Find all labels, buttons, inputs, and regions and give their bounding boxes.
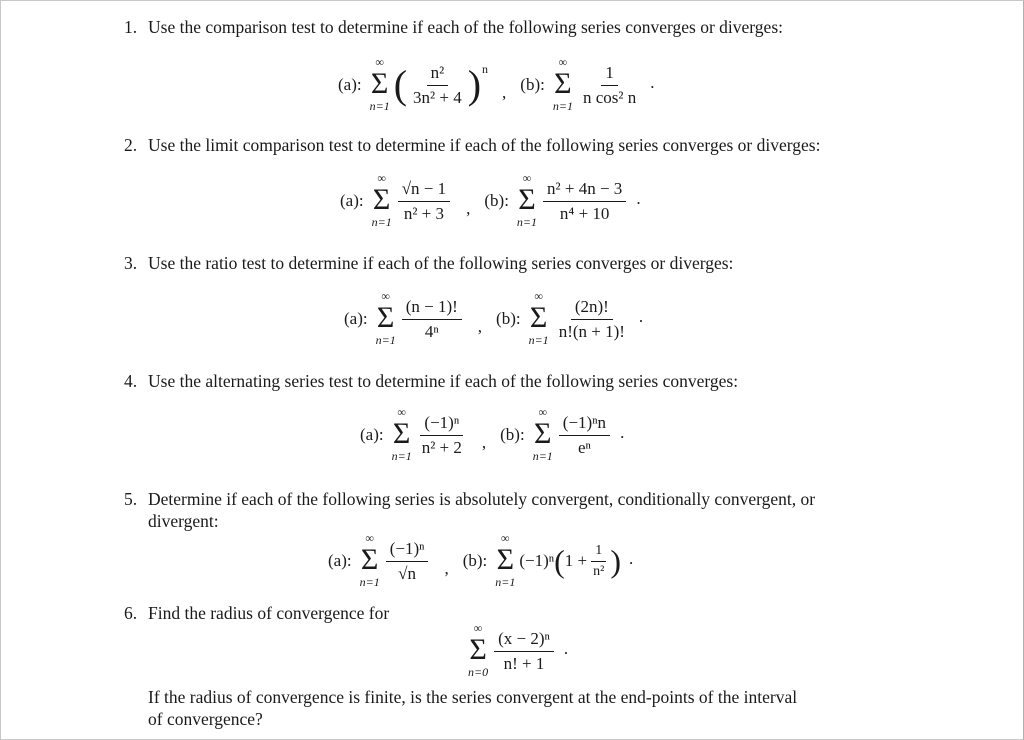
label-b: (b):: [520, 75, 545, 94]
period: .: [636, 189, 641, 208]
fraction: $\frac{\text{n²}}{\text{3n² + 4}}$: [413, 62, 462, 107]
summation: ∞ Σ n=1: [528, 289, 549, 347]
problem-number: 2.: [124, 135, 138, 155]
problem-number: 6.: [124, 603, 138, 623]
problem-5-text-continued: divergent:: [148, 511, 219, 531]
problem-2-equations: [340, 172, 641, 230]
fraction: $\frac{√n - 1}{\text{n² + 3}}$: [398, 179, 450, 224]
period: .: [638, 307, 644, 326]
problem-4-equations: [360, 406, 624, 464]
problem-3-equations: [344, 290, 643, 348]
problem-6: [124, 602, 389, 624]
fraction: $\frac{(n - 1)!}{\text{4ⁿ}}$: [402, 297, 462, 342]
label-b: (b):: [500, 425, 525, 444]
problem-text: Use the comparison test to determine if each of the following series converges or diverges:: [148, 17, 783, 37]
problem-5: [124, 488, 815, 510]
problem-6-followup-line1: If the radius of convergence is finite, is the series convergent at the end-points of the interval: [148, 687, 798, 707]
one-plus: 1 +: [564, 551, 588, 570]
fraction: $\frac{\text{(−1)ⁿ}}{√n}$: [386, 539, 429, 584]
label-b: (b):: [462, 551, 488, 570]
comma: ,: [477, 317, 483, 336]
label-a: (a):: [344, 309, 368, 328]
problem-text: Use the ratio test to determine if each of the following series converges or diverges:: [148, 253, 734, 273]
label-a: (a):: [360, 425, 384, 444]
problem-1: [124, 16, 783, 38]
label-a: (a):: [340, 191, 364, 210]
left-paren: (: [393, 62, 408, 107]
summation: ∞ Σ n=1: [369, 55, 390, 113]
problem-2: [124, 134, 820, 156]
problem-text: Use the limit comparison test to determine if each of the following series converges or diverges:: [148, 135, 821, 155]
problem-6-equation: [468, 622, 568, 680]
comma: ,: [466, 199, 471, 218]
label-b: (b):: [484, 191, 509, 210]
summation: ∞ Σ n=0: [468, 621, 489, 679]
summation: ∞ Σ n=1: [359, 531, 380, 589]
period: .: [629, 549, 634, 568]
fraction: $\frac{\text{(x − 2)ⁿ}}{n! + 1}$: [494, 629, 554, 674]
summation: ∞ Σ n=1: [391, 405, 412, 463]
period: .: [650, 73, 655, 92]
fraction: $\frac{\text{n² + 4n − 3}}{\text{n⁴ + 10}}$: [543, 179, 626, 224]
summation: ∞ Σ n=1: [516, 171, 538, 229]
fraction: $\frac{1}{\text{n cos² n}}$: [582, 62, 637, 107]
left-paren: (: [554, 543, 565, 579]
summation: ∞ Σ n=1: [495, 531, 516, 589]
problem-text: Use the alternating series test to determine if each of the following series converges:: [148, 371, 739, 391]
comma: ,: [481, 433, 487, 452]
problem-3: [124, 252, 733, 274]
comma: ,: [502, 83, 507, 102]
problem-number: 5.: [124, 489, 138, 509]
alternating-factor: (−1)ⁿ: [519, 551, 555, 570]
exponent: n: [482, 61, 489, 76]
problem-1-equations: [338, 56, 654, 114]
label-a: (a):: [338, 75, 362, 94]
right-paren: ): [467, 62, 482, 107]
fraction: $\frac{\text{(−1)ⁿn}}{\text{eⁿ}}$: [559, 413, 610, 458]
summation: ∞ Σ n=1: [552, 55, 573, 113]
label-b: (b):: [496, 309, 521, 328]
comma: ,: [444, 559, 449, 578]
problem-6-followup-line2: of convergence?: [148, 709, 263, 729]
summation: ∞ Σ n=1: [371, 171, 392, 229]
period: .: [563, 639, 569, 658]
label-a: (a):: [328, 551, 352, 570]
summation: ∞ Σ n=1: [532, 405, 553, 463]
problem-number: 4.: [124, 371, 138, 391]
fraction: $\frac{(2n)!}{n!(n + 1)!}$: [558, 296, 625, 341]
summation: ∞ Σ n=1: [375, 289, 396, 347]
problem-text: Find the radius of convergence for: [148, 603, 390, 623]
problem-4: [124, 370, 738, 392]
problem-5-equations: [328, 532, 633, 590]
right-paren: ): [610, 543, 621, 579]
fraction: $\frac{\text{(−1)ⁿ}}{\text{n² + 2}}$: [421, 412, 462, 457]
period: .: [620, 423, 625, 442]
problem-number: 3.: [124, 253, 138, 273]
fraction: $\frac{1}{\text{n²}}$: [593, 542, 605, 579]
problem-number: 1.: [124, 17, 138, 37]
problem-text: Determine if each of the following series is absolutely convergent, conditionally convergent, or: [148, 489, 816, 509]
